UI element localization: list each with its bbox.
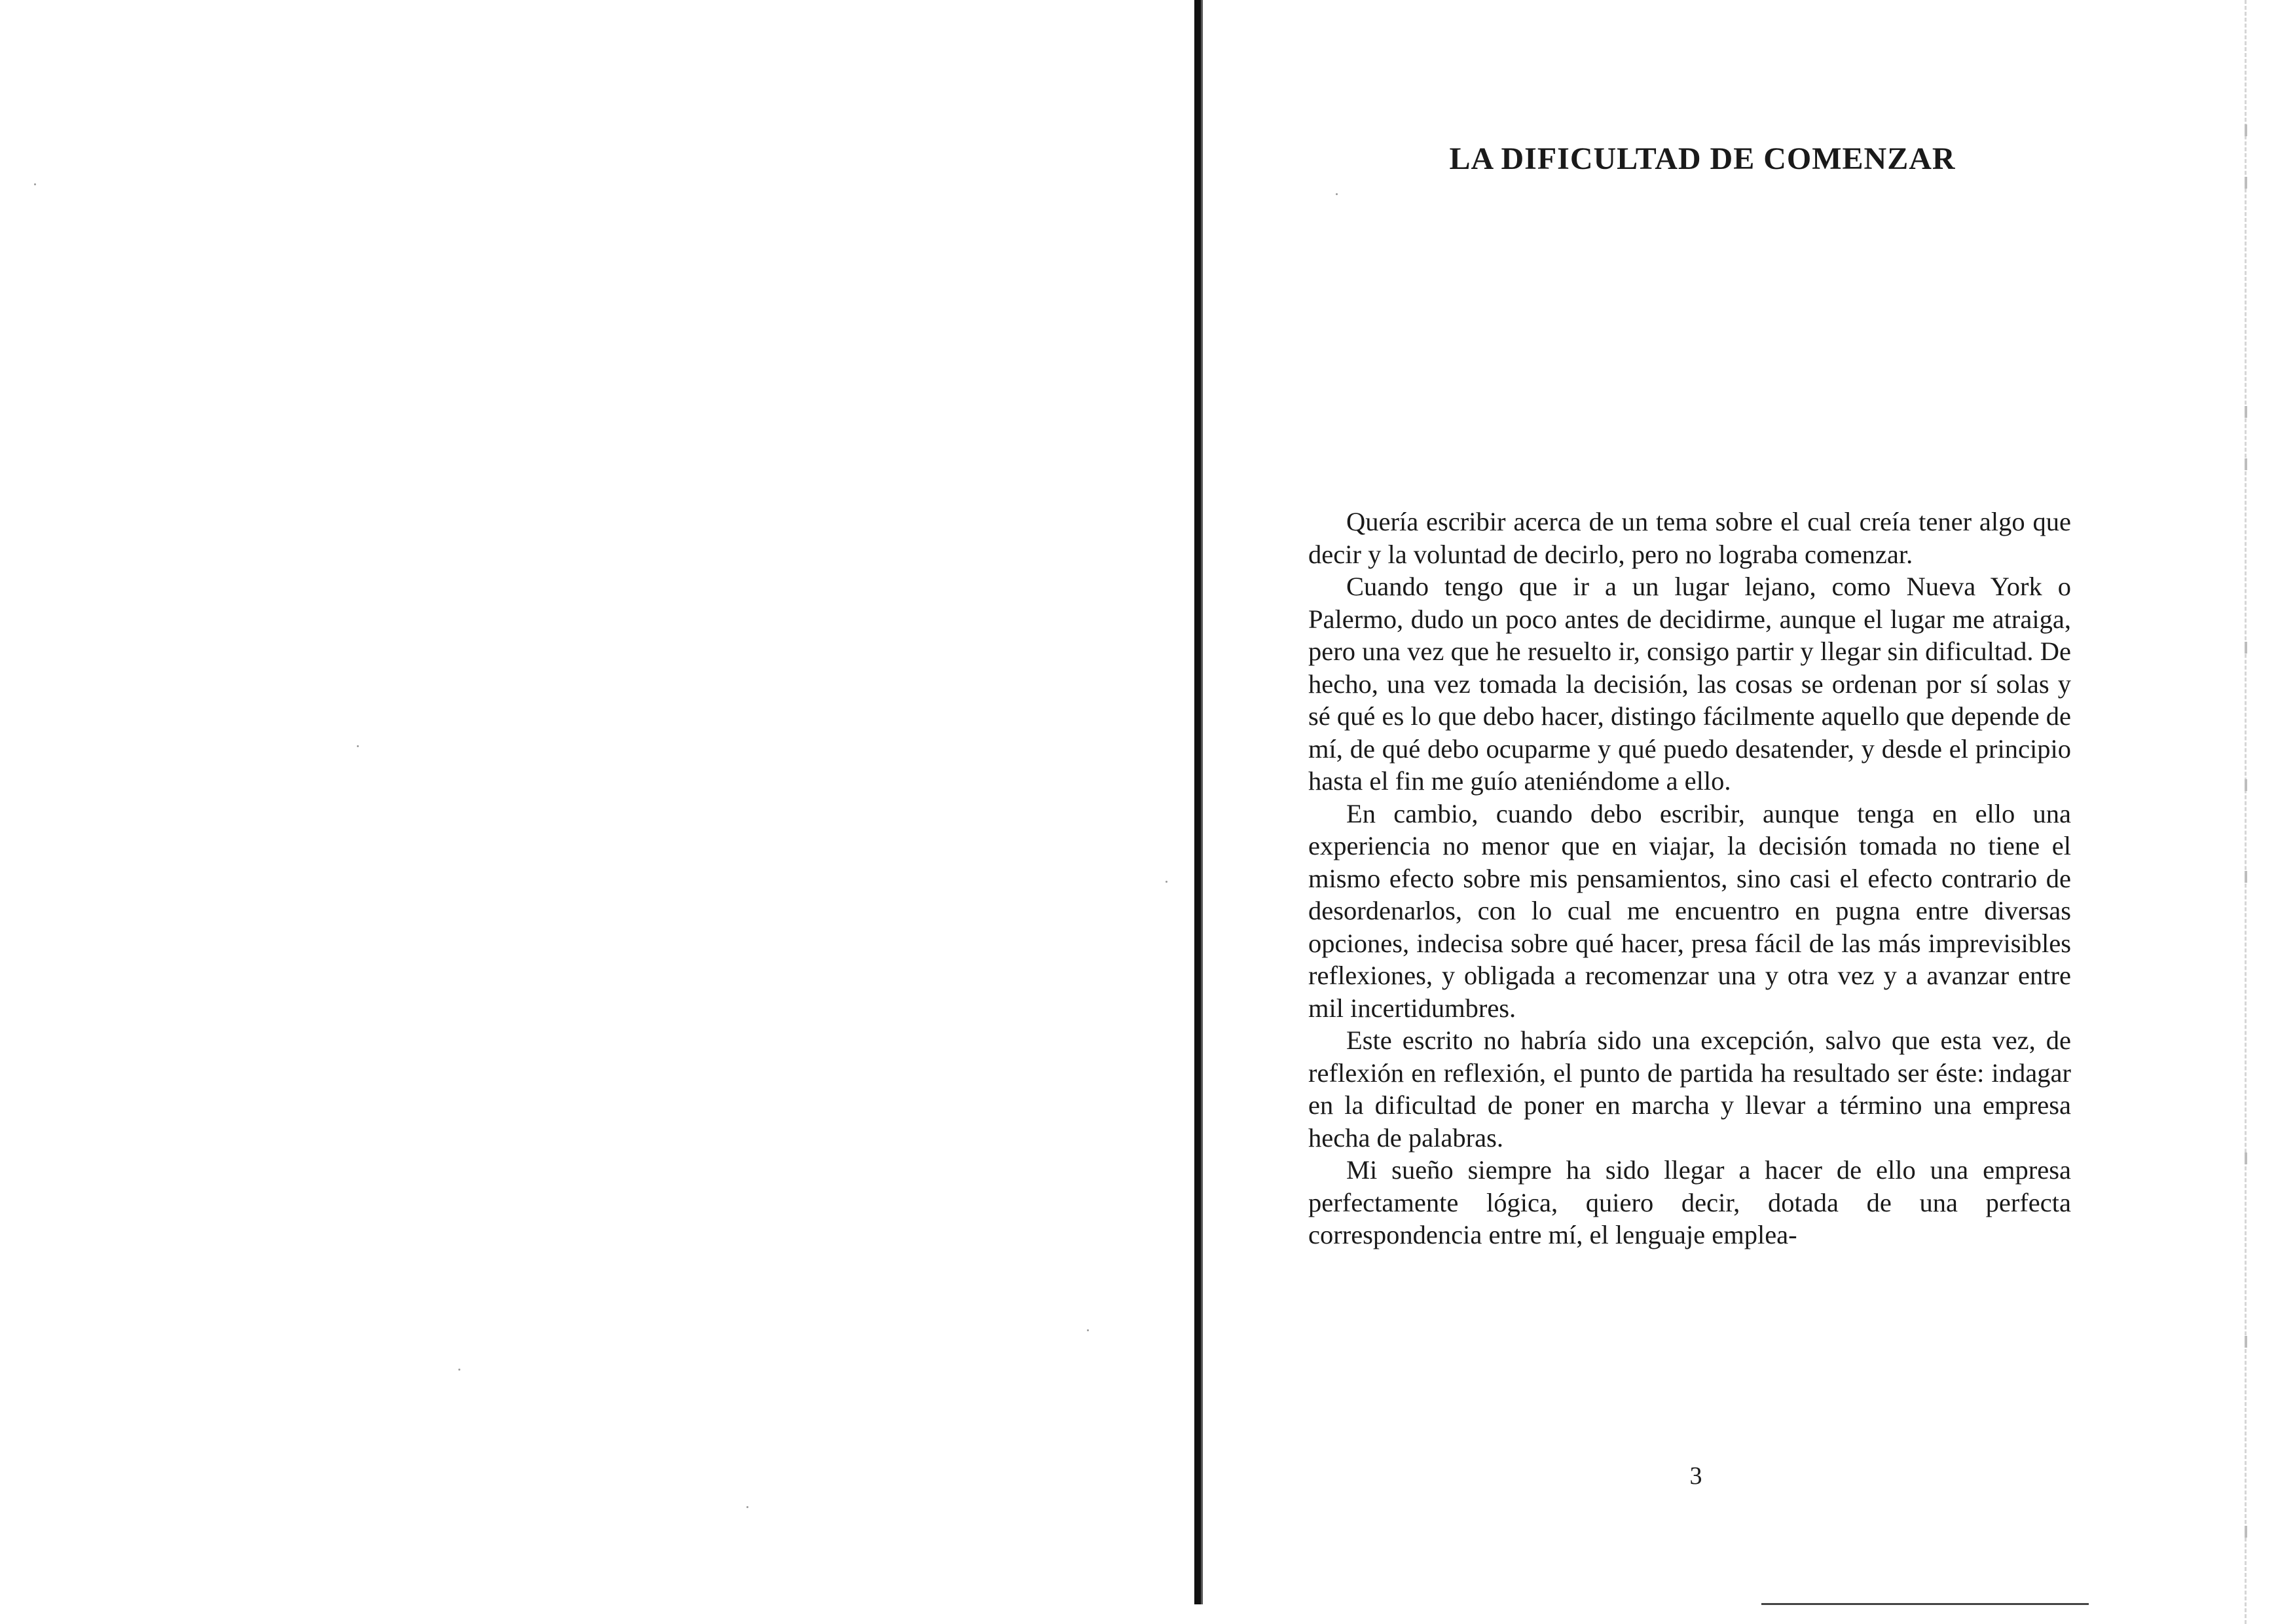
edge-mark [2245,177,2247,189]
edge-mark [2245,1526,2247,1538]
scan-bottom-edge [1761,1603,2089,1605]
edge-mark [2245,871,2247,883]
scan-speck [357,745,359,747]
paragraph: Cuando tengo que ir a un lugar lejano, como Nueva York o Palermo, dudo un poco antes de decidirme, aunque el lugar me atraiga, pero una vez que he resuelto ir, consigo partir y llegar sin dificultad. De hecho, una vez tomada la decisión, las cosas se ordenan por sí solas y sé qué es lo que debo hacer, distingo fácilmente aquello que depende de mí, de qué debo ocuparme y qué puedo desatender, y desde el principio hasta el fin me guío ateniéndome a ello. [1308,572,2071,796]
chapter-title: LA DIFICULTAD DE COMENZAR [1449,141,1956,176]
scan-speck [1087,1329,1089,1331]
paragraph: Este escrito no habría sido una excepción, salvo que esta vez, de reflexión en reflexión, el punto de partida ha resultado ser éste: indagar en la dificultad de poner en marcha y llevar a término una empresa hecha de palabras. [1308,1025,2071,1153]
scan-speck [1336,193,1338,195]
book-gutter-edge [1201,0,1203,1604]
edge-mark [2245,1153,2247,1164]
paragraph: Quería escribir acerca de un tema sobre el cual creía tener algo que decir y la voluntad de decirlo, pero no lograba comenzar. [1308,507,2071,569]
scan-speck [34,183,36,185]
book-gutter-shadow [1194,0,1201,1604]
scan-speck [746,1506,748,1508]
scan-speck [1166,881,1167,883]
body-text [1308,506,2071,1251]
edge-mark [2245,1336,2247,1348]
page-number: 3 [1689,1462,1702,1490]
edge-mark [2245,458,2247,470]
edge-mark [2245,124,2247,136]
edge-mark [2245,642,2247,654]
paragraph: Mi sueño siempre ha sido llegar a hacer de ello una empresa perfectamente lógica, quiero decir, dotada de una perfecta correspondencia entre mí, el lenguaje emplea- [1308,1155,2071,1249]
edge-mark [2245,779,2247,791]
paragraph: En cambio, cuando debo escribir, aunque tenga en ello una experiencia no menor que en viajar, la decisión tomada no tiene el mismo efecto sobre mis pensamientos, sino casi el efecto contrario de desordenarlos, con lo cual me encuentro en pugna entre diversas opciones, indecisa sobre qué hacer, presa fácil de las más imprevisibles reflexiones, y obligada a recomenzar una y otra vez y a avanzar entre mil incertidumbres. [1308,798,2071,1023]
edge-mark [2245,406,2247,418]
scan-speck [458,1369,460,1371]
right-page-edge [2245,0,2249,1624]
